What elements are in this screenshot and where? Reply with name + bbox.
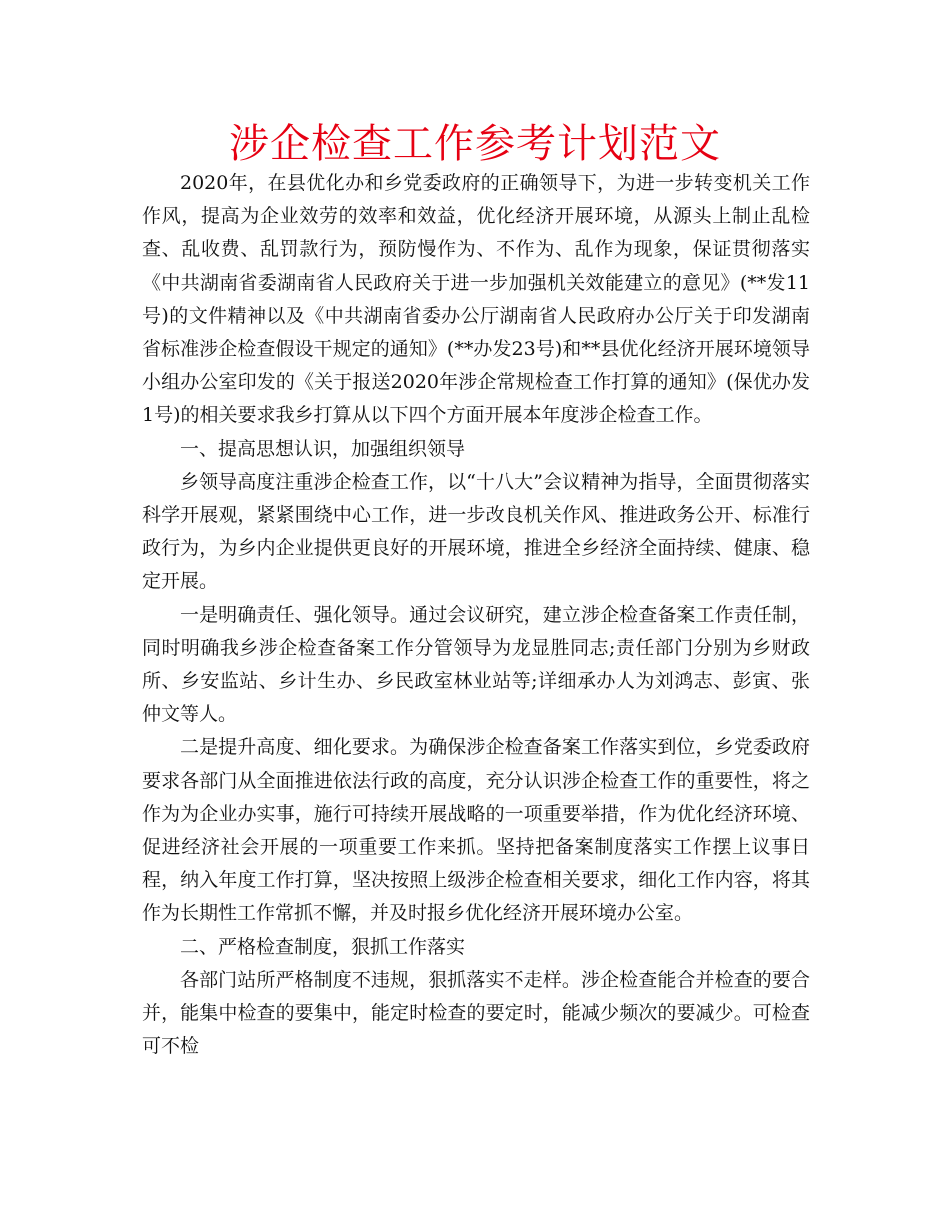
paragraph-responsibility: 一是明确责任、强化领导。通过会议研究，建立涉企检查备案工作责任制，同时明确我乡涉企检查备案工作分管领导为龙显胜同志;责任部门分别为乡财政所、乡安监站、乡计生办、乡民政室林业站等;详细承办人为刘鸿志、彭寅、张仲文等人。: [142, 603, 810, 726]
section-heading-1: 一、提高思想认识，加强组织领导: [180, 437, 466, 460]
paragraph-section-1: 乡领导高度注重涉企检查工作，以“十八大”会议精神为指导，全面贯彻落实科学开展观，紧紧围绕中心工作，进一步改良机关作风、推进政务公开、标准行政行为，为乡内企业提供更良好的开展环境，推进全乡经济全面持续、健康、稳定开展。: [142, 470, 810, 593]
paragraph-requirements: 二是提升高度、细化要求。为确保涉企检查备案工作落实到位，乡党委政府要求各部门从全面推进依法行政的高度，充分认识涉企检查工作的重要性，将之作为为企业办实事，施行可持续开展战略的一项重要举措，作为优化经济环境、促进经济社会开展的一项重要工作来抓。坚持把备案制度落实工作摆上议事日程，纳入年度工作打算，坚决按照上级涉企检查相关要求，细化工作内容，将其作为长期性工作常抓不懈，并及时报乡优化经济开展环境办公室。: [142, 736, 810, 925]
document-title: 涉企检查工作参考计划范文: [229, 121, 721, 167]
paragraph-intro: 2020年，在县优化办和乡党委政府的正确领导下，为进一步转变机关工作作风，提高为企业效劳的效率和效益，优化经济开展环境，从源头上制止乱检查、乱收费、乱罚款行为，预防慢作为、不作为、乱作为现象，保证贯彻落实《中共湖南省委湖南省人民政府关于进一步加强机关效能建立的意见》(**发11号)的文件精神以及《中共湖南省委办公厅湖南省人民政府办公厅关于印发湖南省标准涉企检查假设干规定的通知》(**办发23号)和**县优化经济开展环境领导小组办公室印发的《关于报送2020年涉企常规检查工作打算的通知》(保优办发1号)的相关要求我乡打算从以下四个方面开展本年度涉企检查工作。: [142, 172, 810, 427]
section-heading-2: 二、严格检查制度，狠抓工作落实: [180, 935, 466, 958]
paragraph-section-2: 各部门站所严格制度不违规，狠抓落实不走样。涉企检查能合并检查的要合并，能集中检查的要集中，能定时检查的要定时，能减少频次的要减少。可检查可不检: [142, 968, 810, 1058]
document-body: [142, 167, 810, 1063]
